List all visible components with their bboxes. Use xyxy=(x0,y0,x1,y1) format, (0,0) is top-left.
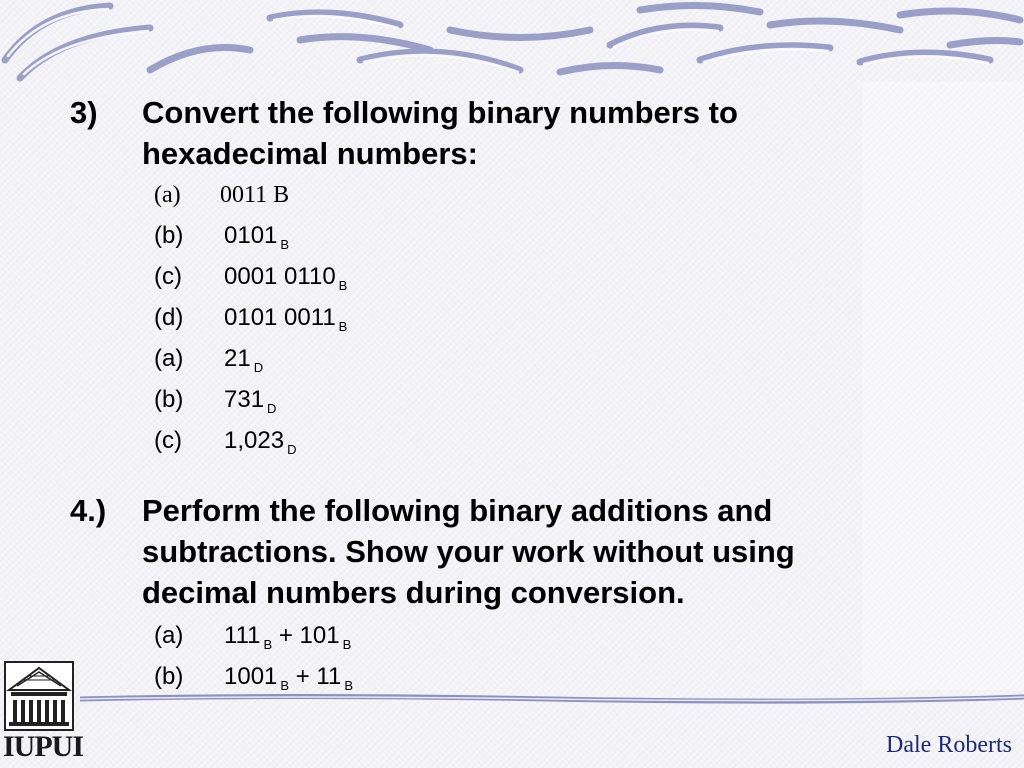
problem-3 xyxy=(70,92,870,467)
operand-2: 11 xyxy=(316,663,342,690)
item-value xyxy=(224,303,347,342)
problem-4 xyxy=(70,490,870,703)
university-logo xyxy=(3,660,84,766)
binary-value: 0101 0011 xyxy=(224,304,336,331)
item-value xyxy=(224,344,263,383)
item-value xyxy=(224,221,289,260)
decimal-value: 1,023 xyxy=(224,427,285,454)
item-letter: (b) xyxy=(154,663,184,690)
item-value xyxy=(224,385,276,424)
item-value xyxy=(220,180,289,210)
list-item xyxy=(154,621,870,662)
list-item xyxy=(154,262,870,303)
author-name: Dale Roberts xyxy=(886,732,1012,758)
list-item xyxy=(154,426,870,467)
base-subscript: D xyxy=(287,442,297,457)
operand-1: 111 xyxy=(224,622,261,649)
binary-value: 0101 xyxy=(224,222,278,249)
campus-building-icon xyxy=(3,660,75,732)
list-item xyxy=(154,344,870,385)
base-subscript: B xyxy=(342,637,352,652)
item-letter: (a) xyxy=(154,622,184,649)
problem-statement: Convert the following binary numbers to hexadecimal numbers: xyxy=(142,95,738,171)
logo-wordmark: IUPUI xyxy=(3,730,84,763)
operator: + xyxy=(295,663,310,690)
base-subscript: B xyxy=(338,319,348,334)
base-subscript: B xyxy=(344,678,354,693)
base-subscript: D xyxy=(253,360,264,375)
binary-value: 0001 0110 xyxy=(224,263,336,290)
item-letter: (a) xyxy=(154,182,181,208)
list-item xyxy=(154,180,870,221)
base-subscript: B xyxy=(280,237,290,252)
item-letter: (b) xyxy=(154,386,184,413)
item-value xyxy=(224,262,347,301)
item-letter: (b) xyxy=(154,222,184,249)
item-letter: (c) xyxy=(154,427,182,454)
item-letter: (c) xyxy=(154,263,182,290)
operand-1: 1001 xyxy=(224,663,278,690)
problem-number: 3) xyxy=(70,95,98,130)
problem-statement: Perform the following binary additions and subtractions. Show your work without using decimal numbers during conversion. xyxy=(142,493,795,610)
list-item xyxy=(154,303,870,344)
item-list xyxy=(154,180,870,467)
item-value xyxy=(224,426,296,465)
item-letter: (d) xyxy=(154,304,184,331)
addition-expression xyxy=(224,621,351,660)
footer-divider xyxy=(80,690,1024,706)
decimal-value: 21 xyxy=(224,345,251,372)
base-subscript: B xyxy=(263,637,273,652)
operand-2: 101 xyxy=(299,622,340,649)
base-subscript: B xyxy=(280,678,290,693)
list-item xyxy=(154,221,870,262)
list-item xyxy=(154,385,870,426)
base-subscript: B xyxy=(338,278,348,293)
operator: + xyxy=(278,622,293,649)
decimal-value: 731 xyxy=(224,386,265,413)
item-letter: (a) xyxy=(154,345,184,372)
problem-number: 4.) xyxy=(70,493,107,528)
binary-value: 0011 B xyxy=(220,182,290,208)
base-subscript: D xyxy=(267,401,277,416)
